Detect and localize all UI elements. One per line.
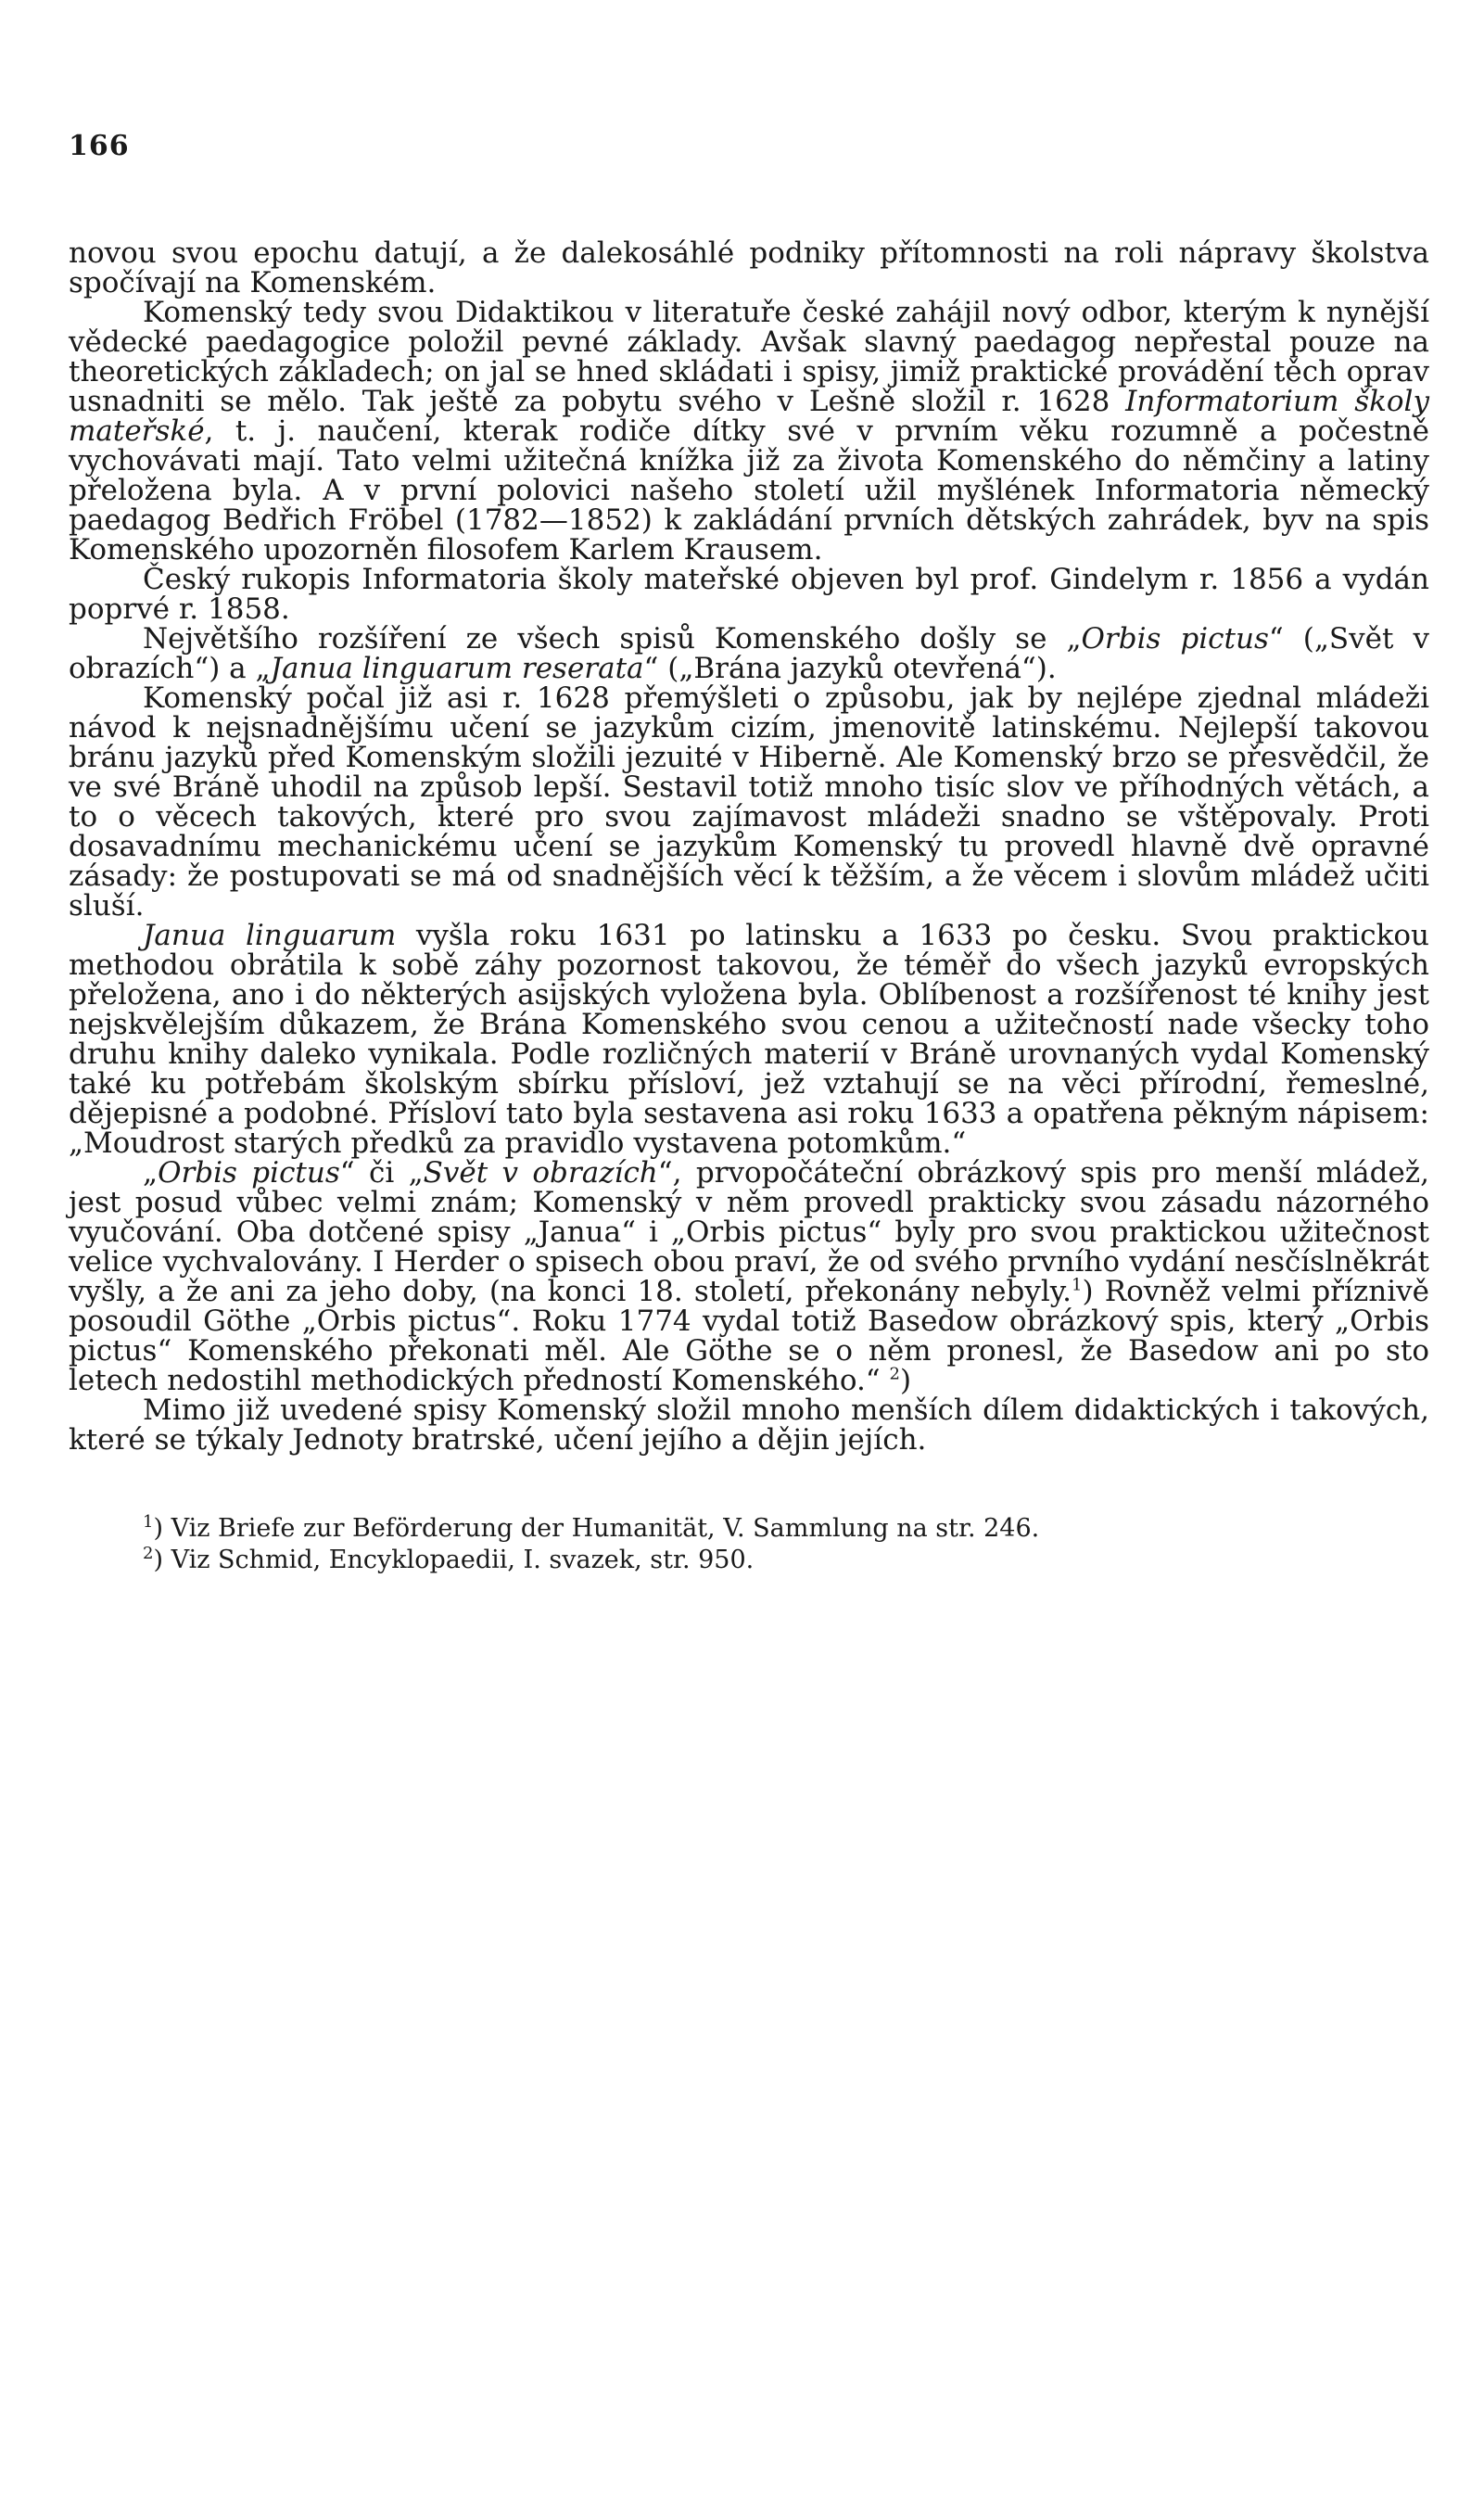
text-segment: “ („Brána jazyků otevřená“). bbox=[643, 652, 1057, 685]
text-segment: Největšího rozšíření ze všech spisů Komenského došly se „ bbox=[143, 622, 1082, 655]
page-body bbox=[69, 130, 1429, 1577]
text-segment: vyšla roku 1631 po latinsku a 1633 po česku. Svou praktickou methodou obrátila k sobě záhy pozornost takovou, že téměř do všech jazyků evropských přeložena, ano i do některých asijských vyložena byla. Oblíbenost a rozšířenost té knihy jest nejskvělejším důkazem, že Brána Komenského svou cenou a užitečností nade všecky toho druhu knihy daleko vynikala. Podle rozličných materií v Bráně urovnaných vydal Komenský také ku potřebám školským sbírku přísloví, jež vztahují se na věci přírodní, řemeslné, dějepisné a podobné. Přísloví tato byla sestavena asi roku 1633 a opatřena pěkným nápisem: „Moudrost starých předků za pravidlo vystavena potomkům.“ bbox=[69, 919, 1429, 1160]
italic-title: Informatorium školy mateřské bbox=[69, 385, 1429, 448]
text-segment: „ bbox=[143, 1156, 159, 1190]
text-segment: “ („Svět v obrazích“) a „ bbox=[69, 622, 1429, 685]
italic-title: Janua linguarum reserata bbox=[270, 652, 644, 685]
text-segment: Mimo již uvedené spisy Komenský složil mnoho menších dílem didaktických i takových, které se týkaly Jednoty bratrské, učení jejího a dějin jejích. bbox=[69, 1394, 1429, 1457]
page-number: 166 bbox=[69, 130, 130, 162]
paragraph bbox=[69, 683, 1429, 921]
footnote-ref: 2 bbox=[889, 1364, 900, 1384]
italic-title: Orbis pictus bbox=[158, 1156, 340, 1190]
text-segment: Komenský počal již asi r. 1628 přemýšleti o způsobu, jak by nejlépe zjednal mládeži návod k nejsnadnějšímu učení se jazykům cizím, jmenovitě latinskému. Nejlepší takovou bránu jazyků před Komenským složili jezuité v Hiberně. Ale Komenský brzo se přesvědčil, že ve své Bráně uhodil na způsob lepší. Sestavil totiž mnoho tisíc slov ve příhodných větách, a to o věcech takových, které pro svou zajímavost mládeži snadno se vštěpovaly. Proti dosavadnímu mechanickému učení se jazykům Komenský tu provedl hlavně dvě opravné zásady: že postupovati se má od snadnějších věcí k těžším, a že věcem i slovům mládež učiti sluší. bbox=[69, 681, 1429, 923]
footnote-ref: 1 bbox=[1072, 1275, 1083, 1295]
footnote-text: ) Viz Schmid, Encyklopaedii, I. svazek, str. 950. bbox=[153, 1546, 755, 1574]
text-segment: , t. j. naučení, kterak rodiče dítky své v prvním věku rozumně a počestně vychovávati mají. Tato velmi užitečná knížka již za života Komenského do němčiny a latiny přeložena byla. A v první polovici našeho století užil myšlének Informatoria německý paedagog Bedřich Fröbel (1782—1852) k zakládání prvních dětských zahrádek, byv na spis Komenského upozorněn filosofem Karlem Krausem. bbox=[69, 414, 1429, 566]
text-segment: ) bbox=[899, 1364, 912, 1397]
paragraph bbox=[69, 1395, 1429, 1455]
footnote-mark: 2 bbox=[143, 1544, 154, 1563]
footnote-mark: 1 bbox=[143, 1512, 154, 1532]
italic-title: Svět v obrazích bbox=[423, 1156, 658, 1190]
italic-title: Orbis pictus bbox=[1081, 622, 1269, 655]
footnotes bbox=[69, 1514, 1429, 1575]
footnote bbox=[143, 1514, 1429, 1544]
paragraph bbox=[69, 1158, 1429, 1395]
paragraph bbox=[69, 565, 1429, 624]
body-text bbox=[69, 238, 1429, 1455]
text-segment: novou svou epochu datují, a že dalekosáhlé podniky přítomnosti na roli nápravy školstva spočívají na Komenském. bbox=[69, 236, 1429, 299]
paragraph bbox=[69, 298, 1429, 565]
footnote bbox=[143, 1546, 1429, 1575]
text-segment: ) Rovněž velmi příznivě posoudil Göthe „Orbis pictus“. Roku 1774 vydal totiž Basedow obrázkový spis, který „Orbis pictus“ Komenského překonati měl. Ale Göthe se o něm pronesl, že Basedow ani po sto letech nedostihl methodických předností Komenského.“ bbox=[69, 1275, 1429, 1397]
text-segment: “ či „ bbox=[339, 1156, 424, 1190]
footnote-text: ) Viz Briefe zur Beförderung der Humanität, V. Sammlung na str. 246. bbox=[153, 1514, 1040, 1543]
italic-title: Janua linguarum bbox=[143, 919, 397, 952]
paragraph bbox=[69, 921, 1429, 1158]
paragraph bbox=[69, 238, 1429, 298]
text-segment: Komenský tedy svou Didaktikou v literatuře české zahájil nový odbor, kterým k nynější vědecké paedagogice položil pevné základy. Avšak slavný paedagog nepřestal pouze na theoretických základech; on jal se hned skládati i spisy, jimiž praktické provádění těch oprav usnadniti se mělo. Tak ještě za pobytu svého v Lešně složil r. 1628 bbox=[69, 296, 1429, 418]
paragraph bbox=[69, 624, 1429, 683]
text-segment: Český rukopis Informatoria školy mateřské objeven byl prof. Gindelym r. 1856 a vydán poprvé r. 1858. bbox=[69, 563, 1429, 626]
text-segment: “, prvopočáteční obrázkový spis pro menší mládež, jest posud vůbec velmi znám; Komenský v něm provedl prakticky svou zásadu názorného vyučování. Oba dotčené spisy „Janua“ i „Orbis pictus“ byly pro svou praktickou užitečnost velice vychvalovány. I Herder o spisech obou praví, že od svého prvního vydání nesčíslněkrát vyšly, a že ani za jeho doby, (na konci 18. století, překonány nebyly. bbox=[69, 1156, 1429, 1308]
